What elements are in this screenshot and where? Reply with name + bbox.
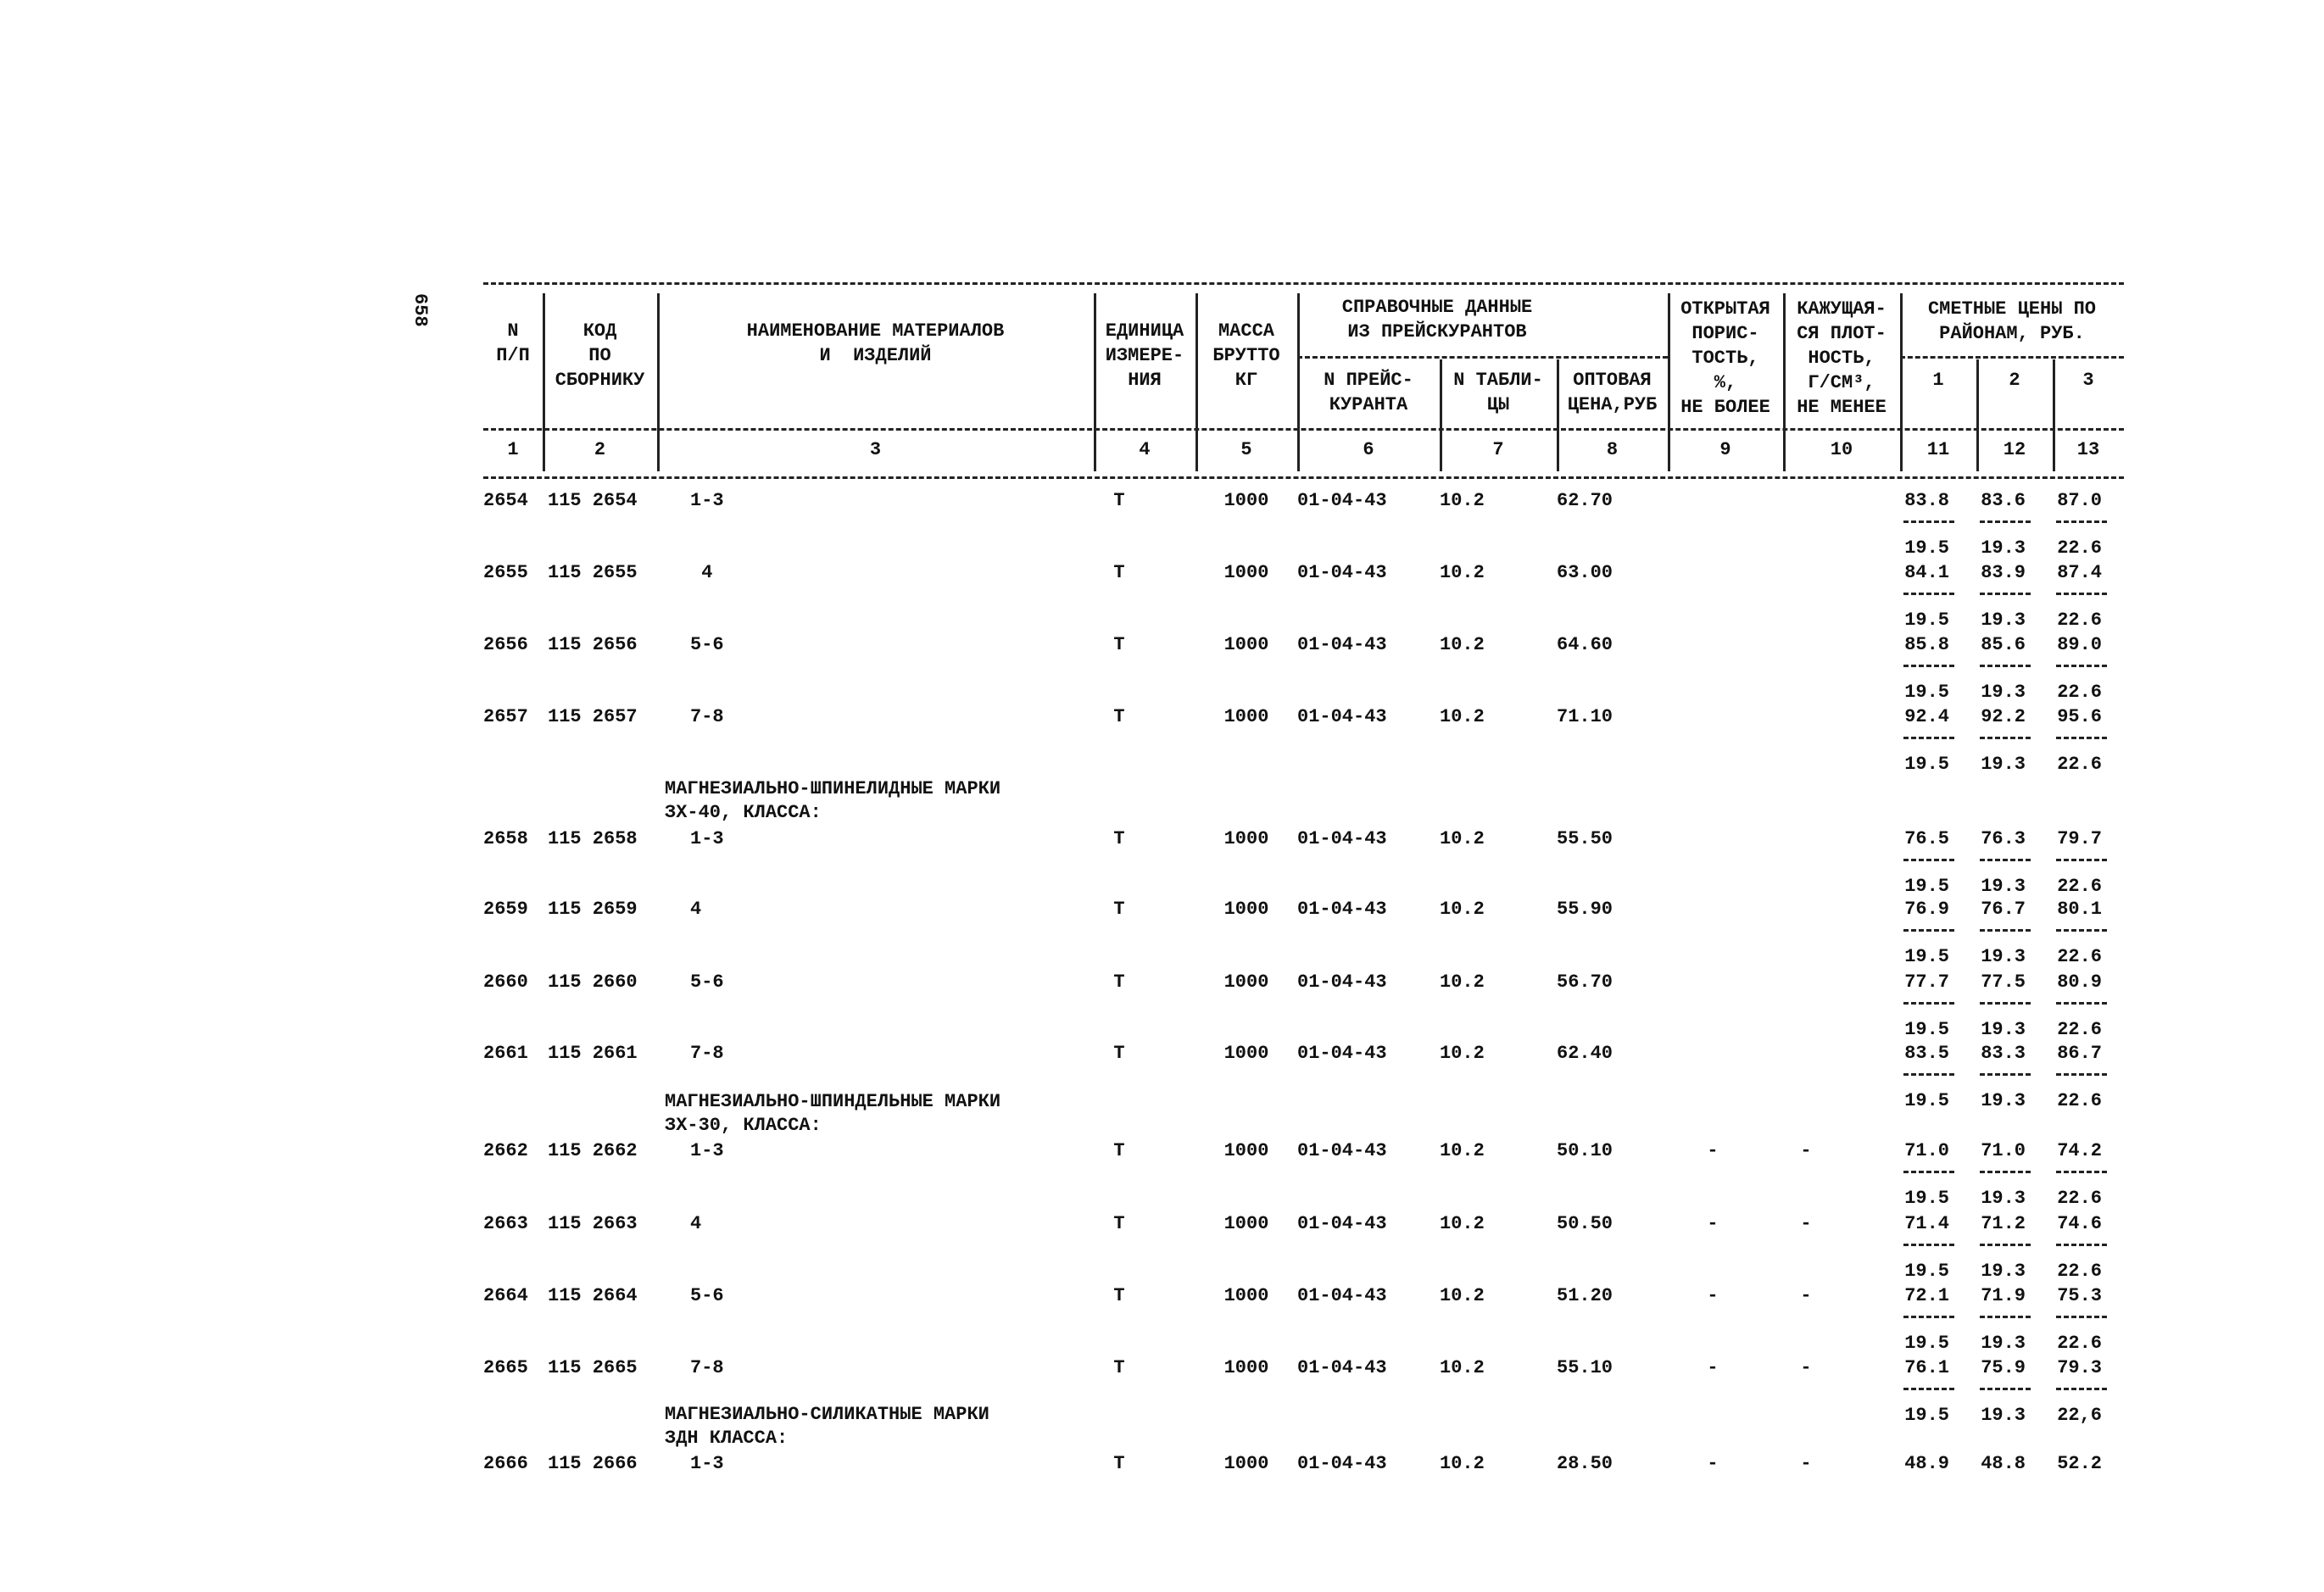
row-wholesale-price: 50.50 [1557,1213,1613,1234]
row-district-secondary: 22.6 [2057,1188,2102,1209]
fraction-rule [1903,1171,1954,1173]
row-number: 2659 [483,899,528,920]
row-district-secondary: 19.3 [1981,1333,2026,1354]
row-name: 5-6 [690,971,724,993]
row-name: 7-8 [690,1357,724,1378]
row-mass: 1000 [1223,899,1269,920]
row-district-secondary: 22.6 [2057,682,2102,703]
header-price-group: СМЕТНЫЕ ЦЕНЫ ПО [1927,298,2097,320]
row-pricelist: 01-04-43 [1297,1140,1387,1161]
column-number: 8 [1606,439,1619,460]
header-ref-group: ИЗ ПРЕЙСКУРАНТОВ [1347,321,1527,342]
row-number: 2661 [483,1043,528,1064]
row-table: 10.2 [1440,1357,1485,1378]
column-number: 3 [869,439,882,460]
row-district-secondary: 22.6 [2057,1333,2102,1354]
fraction-rule [2056,1002,2107,1005]
row-number: 2655 [483,562,528,583]
row-wholesale-price: 55.90 [1557,899,1613,920]
row-district-secondary: 19.5 [1904,1333,1949,1354]
row-unit: Т [1113,1043,1125,1064]
fraction-rule [2056,1073,2107,1076]
header-bottom-rule [483,428,2124,431]
header-district: 3 [2082,370,2094,391]
header-porosity: %, [1714,372,1737,393]
row-district-price: 76.1 [1904,1357,1949,1378]
row-district-secondary: 19.3 [1981,1261,2026,1282]
row-mass: 1000 [1223,562,1269,583]
row-mass: 1000 [1223,1357,1269,1378]
row-unit: Т [1113,1357,1125,1378]
section-heading: МАГНЕЗИАЛЬНО-ШПИНЕЛИДНЫЕ МАРКИ [665,778,1001,799]
header-price-group: РАЙОНАМ, РУБ. [1939,323,2085,344]
fraction-rule [1980,1244,2031,1246]
row-pricelist: 01-04-43 [1297,828,1387,849]
col-numbers-rule [483,476,2124,479]
column-number: 13 [2076,439,2100,460]
row-pricelist: 01-04-43 [1297,899,1387,920]
row-pricelist: 01-04-43 [1297,1043,1387,1064]
row-district-price: 79.3 [2057,1357,2102,1378]
row-table: 10.2 [1440,1285,1485,1306]
column-number: 2 [594,439,606,460]
fraction-rule [1980,737,2031,739]
header-porosity: НЕ БОЛЕЕ [1680,397,1770,418]
fraction-rule [1980,1171,2031,1173]
row-district-price: 79.7 [2057,828,2102,849]
header-porosity: ОТКРЫТАЯ [1680,298,1770,320]
header-unit: ЕДИНИЦА [1105,320,1184,342]
header-pricelist: N ПРЕЙС- [1324,370,1413,391]
header-unit: ИЗМЕРЕ- [1105,345,1184,366]
header-top-rule [483,282,2124,285]
fraction-rule [1903,665,1954,667]
row-pricelist: 01-04-43 [1297,490,1387,511]
row-mass: 1000 [1223,828,1269,849]
row-district-secondary: 19.5 [1904,537,1949,559]
row-pricelist: 01-04-43 [1297,1453,1387,1474]
row-mass: 1000 [1223,490,1269,511]
row-district-price: 71.9 [1981,1285,2026,1306]
header-wholesale-price: ЦЕНА,РУБ [1567,394,1658,415]
row-district-secondary: 22.6 [2057,754,2102,775]
row-district-price: 95.6 [2057,706,2102,727]
fraction-rule [1903,1316,1954,1318]
row-wholesale-price: 50.10 [1557,1140,1613,1161]
row-number: 2666 [483,1453,528,1474]
row-density: - [1800,1285,1812,1306]
header-code: КОД [582,320,617,342]
row-table: 10.2 [1440,706,1485,727]
row-district-price: 74.2 [2057,1140,2102,1161]
row-district-secondary: 19.3 [1981,876,2026,897]
row-district-price: 80.1 [2057,899,2102,920]
column-number: 12 [2003,439,2026,460]
fraction-rule [1903,1244,1954,1246]
row-table: 10.2 [1440,1213,1485,1234]
row-name: 4 [690,562,713,583]
row-district-price: 74.6 [2057,1213,2102,1234]
row-district-secondary: 19.5 [1904,946,1949,967]
row-unit: Т [1113,634,1125,655]
column-number: 6 [1363,439,1374,460]
row-name: 1-3 [690,490,724,511]
row-mass: 1000 [1223,971,1269,993]
row-district-price: 71.2 [1981,1213,2026,1234]
row-code: 115 2655 [548,562,638,583]
header-density: Г/СМ³, [1808,372,1875,393]
fraction-rule [1980,520,2031,523]
row-district-price: 75.9 [1981,1357,2026,1378]
row-district-price: 48.8 [1981,1453,2026,1474]
header-mass: МАССА [1218,320,1274,342]
row-unit: Т [1113,899,1125,920]
row-name: 4 [690,1213,702,1234]
row-code: 115 2658 [548,828,638,849]
section-heading: ЗХ-40, КЛАССА: [665,802,822,823]
header-name: НАИМЕНОВАНИЕ МАТЕРИАЛОВ [746,320,1005,342]
row-wholesale-price: 56.70 [1557,971,1613,993]
fraction-rule [1903,1388,1954,1390]
row-porosity: - [1707,1213,1719,1234]
fraction-rule [2056,665,2107,667]
row-district-secondary: 22.6 [2057,1019,2102,1040]
fraction-rule [1903,1073,1954,1076]
row-wholesale-price: 28.50 [1557,1453,1613,1474]
row-mass: 1000 [1223,1285,1269,1306]
row-district-secondary: 22.6 [2057,1090,2102,1111]
row-district-secondary: 22.6 [2057,876,2102,897]
column-number: 5 [1240,439,1252,460]
row-number: 2656 [483,634,528,655]
row-district-secondary: 19.3 [1981,1019,2026,1040]
row-district-secondary: 22.6 [2057,537,2102,559]
row-table: 10.2 [1440,899,1485,920]
fraction-rule [1980,593,2031,595]
row-district-price: 71.0 [1981,1140,2026,1161]
section-heading: ЗХ-30, КЛАССА: [665,1115,822,1136]
row-district-secondary: 22.6 [2057,610,2102,631]
header-district: 2 [2009,370,2020,391]
fraction-rule [2056,737,2107,739]
fraction-rule [1980,1073,2031,1076]
row-code: 115 2666 [548,1453,638,1474]
column-number: 1 [507,439,519,460]
row-wholesale-price: 55.10 [1557,1357,1613,1378]
header-density: НОСТЬ, [1808,348,1875,369]
row-unit: Т [1113,1213,1125,1234]
row-district-secondary: 19.5 [1904,610,1949,631]
row-district-price: 52.2 [2057,1453,2102,1474]
row-table: 10.2 [1440,1453,1485,1474]
row-district-price: 85.6 [1981,634,2026,655]
row-porosity: - [1707,1453,1719,1474]
fraction-rule [2056,593,2107,595]
row-table: 10.2 [1440,971,1485,993]
row-district-secondary: 19.5 [1904,1090,1949,1111]
row-wholesale-price: 55.50 [1557,828,1613,849]
row-name: 7-8 [690,1043,724,1064]
row-wholesale-price: 62.70 [1557,490,1613,511]
fraction-rule [1903,593,1954,595]
row-district-price: 89.0 [2057,634,2102,655]
header-porosity: ТОСТЬ, [1691,348,1759,369]
row-mass: 1000 [1223,1140,1269,1161]
row-unit: Т [1113,828,1125,849]
row-district-price: 92.2 [1981,706,2026,727]
fraction-rule [1980,1388,2031,1390]
row-district-secondary: 19.3 [1981,1188,2026,1209]
row-district-secondary: 19.5 [1904,1188,1949,1209]
row-wholesale-price: 63.00 [1557,562,1613,583]
row-district-secondary: 22.6 [2057,1261,2102,1282]
row-district-secondary: 19.3 [1981,610,2026,631]
row-mass: 1000 [1223,634,1269,655]
row-wholesale-price: 51.20 [1557,1285,1613,1306]
row-mass: 1000 [1223,1043,1269,1064]
header-pricelist: КУРАНТА [1329,394,1408,415]
fraction-rule [2056,1244,2107,1246]
row-district-price: 76.9 [1904,899,1949,920]
row-number: 2662 [483,1140,528,1161]
fraction-rule [1903,859,1954,861]
row-code: 115 2656 [548,634,638,655]
fraction-rule [1903,737,1954,739]
header-name: И ИЗДЕЛИЙ [819,345,932,366]
fraction-rule [1980,859,2031,861]
column-number: 11 [1926,439,1950,460]
row-district-price: 92.4 [1904,706,1949,727]
row-district-price: 72.1 [1904,1285,1949,1306]
fraction-rule [2056,1316,2107,1318]
fraction-rule [2056,929,2107,932]
row-code: 115 2664 [548,1285,638,1306]
row-district-secondary: 19.3 [1981,754,2026,775]
row-density: - [1800,1213,1812,1234]
row-code: 115 2660 [548,971,638,993]
header-mass: БРУТТО [1212,345,1280,366]
header-number: N [507,320,519,342]
row-district-secondary: 19.3 [1981,682,2026,703]
row-district-price: 76.7 [1981,899,2026,920]
row-name: 5-6 [690,634,724,655]
row-district-secondary: 19.5 [1904,1261,1949,1282]
fraction-rule [2056,1171,2107,1173]
row-district-price: 80.9 [2057,971,2102,993]
section-heading: МАГНЕЗИАЛЬНО-СИЛИКАТНЫЕ МАРКИ [665,1404,989,1425]
row-mass: 1000 [1223,1213,1269,1234]
row-number: 2664 [483,1285,528,1306]
row-name: 1-3 [690,1453,724,1474]
header-district: 1 [1932,370,1944,391]
column-number: 4 [1139,439,1151,460]
row-code: 115 2657 [548,706,638,727]
header-ref-group: СПРАВОЧНЫЕ ДАННЫЕ [1341,297,1533,318]
header-density: КАЖУЩАЯ- [1797,298,1887,320]
row-unit: Т [1113,562,1125,583]
header-mass: КГ [1234,370,1258,391]
row-district-price: 87.0 [2057,490,2102,511]
column-number: 9 [1719,439,1731,460]
header-number: П/П [496,345,530,366]
row-code: 115 2654 [548,490,638,511]
row-porosity: - [1707,1285,1719,1306]
row-table: 10.2 [1440,490,1485,511]
row-district-price: 83.9 [1981,562,2026,583]
fraction-rule [1903,520,1954,523]
row-name: 4 [690,899,702,920]
header-density: СЯ ПЛОТ- [1797,323,1887,344]
row-pricelist: 01-04-43 [1297,562,1387,583]
section-heading: ЗДН КЛАССА: [665,1428,789,1449]
row-pricelist: 01-04-43 [1297,706,1387,727]
header-table: ЦЫ [1486,394,1510,415]
row-district-price: 83.5 [1904,1043,1949,1064]
row-district-secondary: 19.3 [1981,1090,2026,1111]
row-pricelist: 01-04-43 [1297,1213,1387,1234]
row-unit: Т [1113,1453,1125,1474]
fraction-rule [1980,665,2031,667]
row-pricelist: 01-04-43 [1297,1285,1387,1306]
row-unit: Т [1113,706,1125,727]
row-district-price: 86.7 [2057,1043,2102,1064]
row-name: 1-3 [690,1140,724,1161]
row-number: 2660 [483,971,528,993]
row-pricelist: 01-04-43 [1297,634,1387,655]
header-density: НЕ МЕНЕЕ [1797,397,1887,418]
fraction-rule [1980,1002,2031,1005]
row-district-price: 84.1 [1904,562,1949,583]
header-code: ПО [588,345,611,366]
fraction-rule [1903,929,1954,932]
row-district-price: 83.3 [1981,1043,2026,1064]
row-code: 115 2661 [548,1043,638,1064]
row-district-price: 76.3 [1981,828,2026,849]
row-wholesale-price: 62.40 [1557,1043,1613,1064]
row-district-secondary: 19.5 [1904,754,1949,775]
header-porosity: ПОРИС- [1691,323,1759,344]
row-density: - [1800,1357,1812,1378]
column-number: 7 [1492,439,1504,460]
row-number: 2657 [483,706,528,727]
row-district-secondary: 19.3 [1981,537,2026,559]
row-porosity: - [1707,1357,1719,1378]
row-density: - [1800,1453,1812,1474]
row-district-secondary: 19.5 [1904,1405,1949,1426]
row-district-price: 71.4 [1904,1213,1949,1234]
page-number: 658 [410,293,431,327]
row-district-price: 77.5 [1981,971,2026,993]
section-heading: МАГНЕЗИАЛЬНО-ШПИНДЕЛЬНЫЕ МАРКИ [665,1091,1001,1112]
row-wholesale-price: 71.10 [1557,706,1613,727]
row-code: 115 2662 [548,1140,638,1161]
fraction-rule [1980,1316,2031,1318]
header-table: N ТАБЛИ- [1453,370,1543,391]
row-district-secondary: 19.3 [1981,946,2026,967]
fraction-rule [1903,1002,1954,1005]
row-porosity: - [1707,1140,1719,1161]
row-mass: 1000 [1223,1453,1269,1474]
row-unit: Т [1113,971,1125,993]
header-code: СБОРНИКУ [555,370,645,391]
row-district-price: 76.5 [1904,828,1949,849]
row-district-price: 71.0 [1904,1140,1949,1161]
row-table: 10.2 [1440,1043,1485,1064]
row-district-secondary: 19.5 [1904,1019,1949,1040]
fraction-rule [2056,1388,2107,1390]
row-unit: Т [1113,1140,1125,1161]
row-district-price: 77.7 [1904,971,1949,993]
row-unit: Т [1113,1285,1125,1306]
row-district-price: 48.9 [1904,1453,1949,1474]
row-district-price: 75.3 [2057,1285,2102,1306]
row-district-price: 83.8 [1904,490,1949,511]
fraction-rule [2056,859,2107,861]
row-name: 5-6 [690,1285,724,1306]
row-district-secondary: 22.6 [2057,946,2102,967]
row-pricelist: 01-04-43 [1297,971,1387,993]
row-code: 115 2659 [548,899,638,920]
row-table: 10.2 [1440,562,1485,583]
column-number: 10 [1830,439,1853,460]
row-district-secondary: 22,6 [2057,1405,2102,1426]
row-number: 2658 [483,828,528,849]
fraction-rule [2056,520,2107,523]
row-name: 1-3 [690,828,724,849]
fraction-rule [1980,929,2031,932]
row-number: 2665 [483,1357,528,1378]
row-name: 7-8 [690,706,724,727]
ref-group-rule [1297,356,1668,359]
row-mass: 1000 [1223,706,1269,727]
row-district-secondary: 19.3 [1981,1405,2026,1426]
row-district-price: 85.8 [1904,634,1949,655]
row-table: 10.2 [1440,634,1485,655]
row-district-secondary: 19.5 [1904,876,1949,897]
row-number: 2663 [483,1213,528,1234]
header-unit: НИЯ [1128,370,1162,391]
row-pricelist: 01-04-43 [1297,1357,1387,1378]
row-table: 10.2 [1440,828,1485,849]
row-code: 115 2665 [548,1357,638,1378]
price-group-rule [1900,356,2124,359]
row-wholesale-price: 64.60 [1557,634,1613,655]
row-unit: Т [1113,490,1125,511]
row-table: 10.2 [1440,1140,1485,1161]
header-wholesale-price: ОПТОВАЯ [1573,370,1652,391]
row-district-secondary: 19.5 [1904,682,1949,703]
row-district-price: 87.4 [2057,562,2102,583]
row-density: - [1800,1140,1812,1161]
row-code: 115 2663 [548,1213,638,1234]
row-number: 2654 [483,490,528,511]
row-district-price: 83.6 [1981,490,2026,511]
